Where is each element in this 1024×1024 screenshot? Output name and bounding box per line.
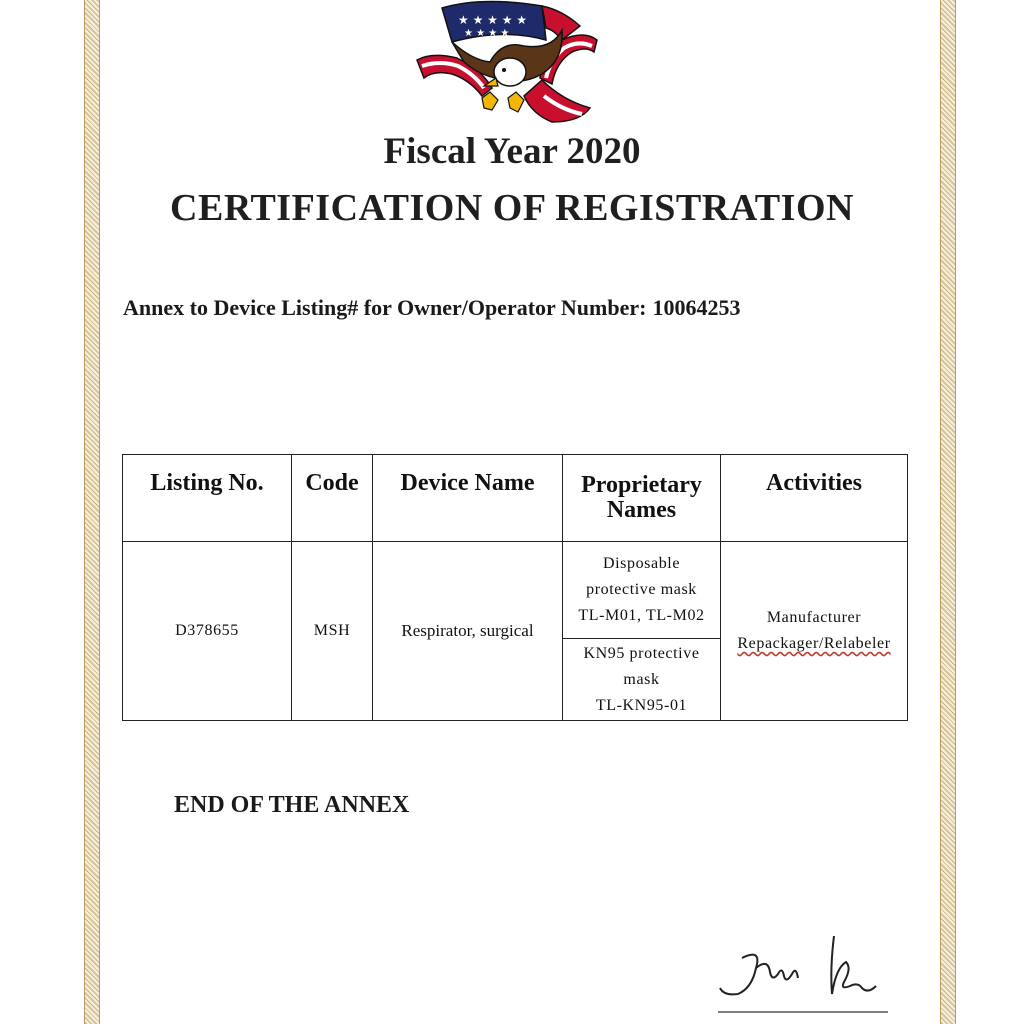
activity-repackager-relabeler: Repackager/Relabeler	[737, 635, 891, 652]
device-listing-table	[122, 454, 908, 721]
end-of-annex-text: END OF THE ANNEX	[174, 792, 410, 818]
column-header-activities: Activities	[721, 455, 908, 542]
signature-icon	[712, 928, 902, 1024]
cell-proprietary-name-1	[563, 542, 721, 639]
cell-code: MSH	[292, 542, 373, 721]
annex-heading	[123, 295, 740, 321]
annex-heading-label: Annex to Device Listing# for Owner/Operator Number:	[123, 295, 647, 320]
cell-device-name: Respirator, surgical	[373, 542, 563, 721]
eagle-flag-icon	[412, 0, 602, 128]
cell-listing-no: D378655	[123, 542, 292, 721]
cell-proprietary-name-2	[563, 639, 721, 721]
proprietary-name-line: Disposable	[602, 555, 681, 572]
column-header-proprietary-names: Proprietary Names	[563, 455, 721, 542]
proprietary-name-line: KN95 protective	[583, 644, 700, 662]
proprietary-name-line: mask	[623, 670, 660, 688]
svg-text:★ ★ ★ ★: ★ ★ ★ ★	[464, 28, 510, 39]
proprietary-name-line: TL-KN95-01	[595, 696, 688, 714]
column-header-listing-no: Listing No.	[123, 455, 292, 542]
table-row	[123, 542, 908, 639]
proprietary-name-line: TL-M01, TL-M02	[578, 607, 705, 624]
svg-text:★ ★ ★ ★ ★: ★ ★ ★ ★ ★	[458, 13, 528, 27]
column-header-device-name: Device Name	[373, 455, 563, 542]
fiscal-year-heading: Fiscal Year 2020	[383, 131, 641, 172]
certificate-title: CERTIFICATION OF REGISTRATION	[170, 187, 854, 229]
proprietary-name-line: protective mask	[586, 581, 697, 598]
owner-operator-number: 10064253	[652, 295, 741, 320]
table-header-row	[123, 455, 908, 542]
cell-activities	[721, 542, 908, 721]
activity-manufacturer: Manufacturer	[766, 609, 862, 626]
column-header-code: Code	[292, 455, 373, 542]
